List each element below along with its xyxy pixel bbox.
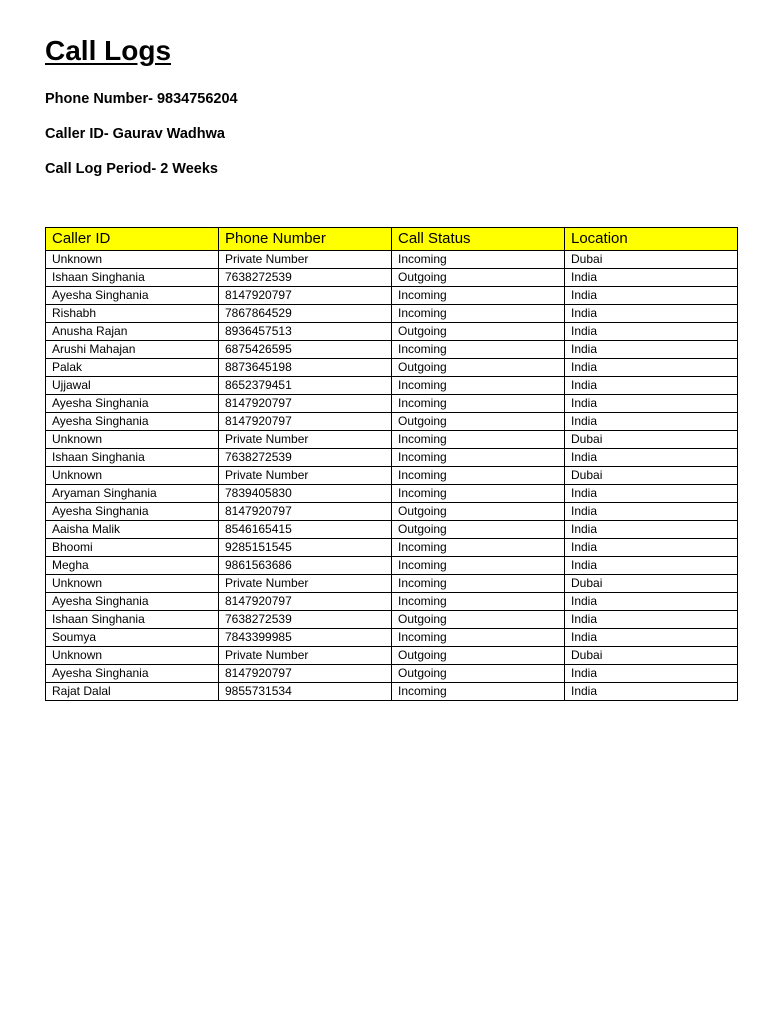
phone-number-cell: 8147920797 bbox=[219, 287, 392, 305]
call-status-cell: Incoming bbox=[392, 341, 565, 359]
phone-number-cell: 9285151545 bbox=[219, 539, 392, 557]
call-status-cell: Incoming bbox=[392, 395, 565, 413]
location-cell: India bbox=[565, 629, 738, 647]
location-cell: India bbox=[565, 341, 738, 359]
table-row bbox=[46, 251, 738, 269]
call-status-cell: Outgoing bbox=[392, 665, 565, 683]
column-header-location: Location bbox=[565, 228, 738, 251]
call-status-cell: Outgoing bbox=[392, 611, 565, 629]
phone-number-line: Phone Number- 9834756204 bbox=[45, 91, 238, 107]
call-status-cell: Outgoing bbox=[392, 359, 565, 377]
table-row bbox=[46, 341, 738, 359]
call-log-period-line: Call Log Period- 2 Weeks bbox=[45, 161, 218, 177]
table-row bbox=[46, 395, 738, 413]
caller-id-cell: Ayesha Singhania bbox=[46, 503, 219, 521]
phone-number-cell: 8546165415 bbox=[219, 521, 392, 539]
caller-id-cell: Ujjawal bbox=[46, 377, 219, 395]
call-log-table bbox=[45, 227, 738, 701]
caller-id-cell: Unknown bbox=[46, 647, 219, 665]
table-row bbox=[46, 323, 738, 341]
table-row bbox=[46, 665, 738, 683]
call-status-cell: Incoming bbox=[392, 287, 565, 305]
phone-number-cell: 8652379451 bbox=[219, 377, 392, 395]
call-status-cell: Outgoing bbox=[392, 323, 565, 341]
location-cell: India bbox=[565, 593, 738, 611]
caller-id-cell: Ayesha Singhania bbox=[46, 665, 219, 683]
call-status-cell: Incoming bbox=[392, 305, 565, 323]
table-row bbox=[46, 611, 738, 629]
location-cell: India bbox=[565, 359, 738, 377]
table-row bbox=[46, 431, 738, 449]
phone-number-cell: 7843399985 bbox=[219, 629, 392, 647]
caller-id-cell: Ishaan Singhania bbox=[46, 611, 219, 629]
location-cell: India bbox=[565, 557, 738, 575]
location-cell: India bbox=[565, 395, 738, 413]
call-status-cell: Incoming bbox=[392, 575, 565, 593]
call-status-cell: Incoming bbox=[392, 485, 565, 503]
page-title: Call Logs bbox=[45, 35, 172, 66]
call-status-cell: Incoming bbox=[392, 431, 565, 449]
phone-number-cell: Private Number bbox=[219, 251, 392, 269]
caller-id-cell: Anusha Rajan bbox=[46, 323, 219, 341]
caller-id-cell: Unknown bbox=[46, 431, 219, 449]
column-header-caller-id: Caller ID bbox=[46, 228, 219, 251]
table-row bbox=[46, 593, 738, 611]
call-status-cell: Outgoing bbox=[392, 647, 565, 665]
table-row bbox=[46, 485, 738, 503]
location-cell: India bbox=[565, 449, 738, 467]
location-cell: India bbox=[565, 521, 738, 539]
table-row bbox=[46, 449, 738, 467]
phone-number-cell: 8147920797 bbox=[219, 665, 392, 683]
phone-number-cell: 8873645198 bbox=[219, 359, 392, 377]
phone-number-cell: 8147920797 bbox=[219, 395, 392, 413]
call-status-cell: Incoming bbox=[392, 593, 565, 611]
phone-number-cell: Private Number bbox=[219, 575, 392, 593]
call-status-cell: Incoming bbox=[392, 629, 565, 647]
phone-number-cell: 8147920797 bbox=[219, 593, 392, 611]
phone-number-cell: Private Number bbox=[219, 467, 392, 485]
phone-number-cell: Private Number bbox=[219, 647, 392, 665]
call-status-cell: Incoming bbox=[392, 467, 565, 485]
caller-id-cell: Palak bbox=[46, 359, 219, 377]
phone-number-cell: 8936457513 bbox=[219, 323, 392, 341]
phone-number-cell: 8147920797 bbox=[219, 413, 392, 431]
location-cell: India bbox=[565, 503, 738, 521]
phone-number-cell: 7638272539 bbox=[219, 611, 392, 629]
caller-id-cell: Rishabh bbox=[46, 305, 219, 323]
location-cell: India bbox=[565, 413, 738, 431]
table-header-row bbox=[46, 228, 738, 251]
caller-id-cell: Bhoomi bbox=[46, 539, 219, 557]
call-status-cell: Incoming bbox=[392, 683, 565, 701]
column-header-call-status: Call Status bbox=[392, 228, 565, 251]
table-row bbox=[46, 539, 738, 557]
table-row bbox=[46, 683, 738, 701]
caller-id-cell: Unknown bbox=[46, 251, 219, 269]
location-cell: Dubai bbox=[565, 575, 738, 593]
table-row bbox=[46, 287, 738, 305]
phone-number-cell: 6875426595 bbox=[219, 341, 392, 359]
table-row bbox=[46, 647, 738, 665]
phone-number-cell: 9855731534 bbox=[219, 683, 392, 701]
caller-id-cell: Unknown bbox=[46, 575, 219, 593]
location-cell: India bbox=[565, 323, 738, 341]
table-row bbox=[46, 359, 738, 377]
phone-number-cell: 9861563686 bbox=[219, 557, 392, 575]
caller-id-cell: Arushi Mahajan bbox=[46, 341, 219, 359]
table-row bbox=[46, 269, 738, 287]
caller-id-cell: Soumya bbox=[46, 629, 219, 647]
location-cell: Dubai bbox=[565, 431, 738, 449]
call-status-cell: Outgoing bbox=[392, 413, 565, 431]
location-cell: India bbox=[565, 305, 738, 323]
location-cell: Dubai bbox=[565, 251, 738, 269]
phone-number-cell: 8147920797 bbox=[219, 503, 392, 521]
location-cell: India bbox=[565, 611, 738, 629]
call-status-cell: Incoming bbox=[392, 449, 565, 467]
call-status-cell: Outgoing bbox=[392, 521, 565, 539]
call-status-cell: Outgoing bbox=[392, 503, 565, 521]
caller-id-line: Caller ID- Gaurav Wadhwa bbox=[45, 126, 225, 142]
call-status-cell: Incoming bbox=[392, 557, 565, 575]
location-cell: India bbox=[565, 665, 738, 683]
location-cell: India bbox=[565, 539, 738, 557]
caller-id-cell: Rajat Dalal bbox=[46, 683, 219, 701]
phone-number-cell: 7839405830 bbox=[219, 485, 392, 503]
location-cell: India bbox=[565, 485, 738, 503]
table-row bbox=[46, 521, 738, 539]
phone-number-cell: Private Number bbox=[219, 431, 392, 449]
call-status-cell: Incoming bbox=[392, 251, 565, 269]
location-cell: India bbox=[565, 287, 738, 305]
call-status-cell: Incoming bbox=[392, 539, 565, 557]
caller-id-cell: Ayesha Singhania bbox=[46, 287, 219, 305]
caller-id-cell: Ishaan Singhania bbox=[46, 449, 219, 467]
caller-id-cell: Ayesha Singhania bbox=[46, 593, 219, 611]
table-row bbox=[46, 629, 738, 647]
caller-id-cell: Unknown bbox=[46, 467, 219, 485]
location-cell: India bbox=[565, 269, 738, 287]
table-row bbox=[46, 305, 738, 323]
location-cell: India bbox=[565, 377, 738, 395]
caller-id-cell: Megha bbox=[46, 557, 219, 575]
phone-number-cell: 7638272539 bbox=[219, 269, 392, 287]
caller-id-cell: Aaisha Malik bbox=[46, 521, 219, 539]
phone-number-cell: 7867864529 bbox=[219, 305, 392, 323]
caller-id-cell: Ayesha Singhania bbox=[46, 395, 219, 413]
location-cell: Dubai bbox=[565, 467, 738, 485]
table-row bbox=[46, 503, 738, 521]
caller-id-cell: Aryaman Singhania bbox=[46, 485, 219, 503]
call-status-cell: Incoming bbox=[392, 377, 565, 395]
phone-number-cell: 7638272539 bbox=[219, 449, 392, 467]
column-header-phone-number: Phone Number bbox=[219, 228, 392, 251]
location-cell: India bbox=[565, 683, 738, 701]
caller-id-cell: Ishaan Singhania bbox=[46, 269, 219, 287]
table-row bbox=[46, 467, 738, 485]
table-row bbox=[46, 377, 738, 395]
table-row bbox=[46, 413, 738, 431]
location-cell: Dubai bbox=[565, 647, 738, 665]
call-log-table-body bbox=[46, 251, 738, 701]
table-row bbox=[46, 575, 738, 593]
table-row bbox=[46, 557, 738, 575]
caller-id-cell: Ayesha Singhania bbox=[46, 413, 219, 431]
call-status-cell: Outgoing bbox=[392, 269, 565, 287]
